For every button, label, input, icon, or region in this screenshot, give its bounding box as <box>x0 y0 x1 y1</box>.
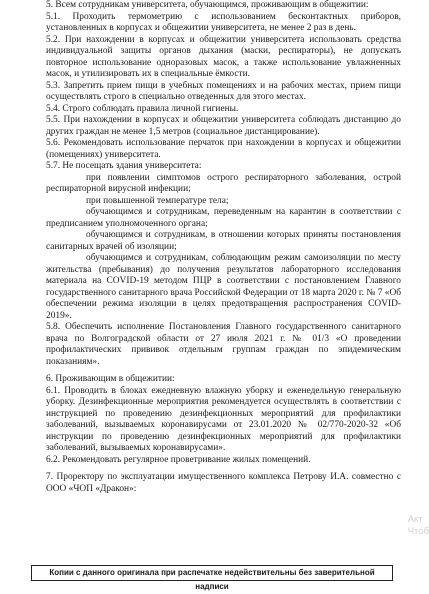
paragraph-5-8: 5.8. Обеспечить исполнение Постановления Главного государственного санитарного врача по Волгоградской области от 27 июля 2021 г. № 01/3 «О проведении профилактических прививок отдельным группам граждан по эпидемическим показаниям». <box>46 322 401 367</box>
paragraph-5-3: 5.3. Запретить прием пищи в учебных помещениях и на рабочих местах, прием пищи осуществлять строго в специально отведенных для этого местах. <box>46 80 401 102</box>
paragraph-5-5: 5.5. При нахождении в корпусах и общежитии университета соблюдать дистанцию до других граждан не менее 1,5 метров (социальное дистанцирование). <box>46 115 401 137</box>
paragraph-5: 5. Всем сотрудникам университета, обучающимся, проживающим в общежитии: <box>46 0 369 10</box>
paragraph-5-2: 5.2. При нахождении в корпусах и общежитии университета использовать средства индивидуальной защиты органов дыхания (маски, респираторы), не допускать повторное использование одноразовых масок, а также использование увлажненных масок, и утилизировать их в специальные ёмкости. <box>46 34 401 79</box>
paragraph-6: 6. Проживающим в общежитии: <box>46 374 175 384</box>
paragraph-5-6: 5.6. Рекомендовать использование перчаток при нахождении в корпусах и общежитии (помещениях) университета. <box>46 138 401 160</box>
list-item: обучающимся и сотрудникам, в отношении которых приняты постановления санитарных врачей об изоляции; <box>46 230 401 252</box>
paragraph-5-7: 5.7. Не посещать здания университета: <box>46 161 202 171</box>
paragraph-5-4: 5.4. Строго соблюдать правила личной гигиены. <box>46 103 239 114</box>
paragraph-5-1: 5.1. Проходить термометрию с использованием бесконтактных приборов, установленных в корпусах и общежитии университета, не менее 2 раз в день. <box>46 11 401 33</box>
list-item: при повышенной температуре тела; <box>86 195 229 206</box>
list-item: при появлении симптомов острого респираторного заболевания, острой респираторной вирусной инфекции; <box>46 172 401 194</box>
paragraph-6-1: 6.1. Проводить в блоках ежедневную влажную уборку и еженедельную генеральную уборку. Дезинфекционные мероприятия рекомендуется осуществлять в соответствии с инструкцией по проведению дезинфекционных мероприятий для профилактики заболеваний, вызываемых коронавирусами от 23.01.2020 № 02/770-2020-32 «Об инструкции по проведению дезинфекционных мероприятий для профилактики заболеваний, вызываемых коронавирусами». <box>46 385 401 453</box>
watermark-line: Чтоб <box>407 526 429 537</box>
copy-notice-text: Копии с данного оригинала при распечатке недействительны без заверительной надписи <box>49 568 375 591</box>
activation-watermark <box>408 514 429 538</box>
paragraph-6-2: 6.2. Рекомендовать регулярное проветривание жилых помещений. <box>46 454 311 465</box>
document-body <box>46 0 401 495</box>
copy-notice-footer <box>31 565 393 591</box>
watermark-line: Акт <box>407 514 423 525</box>
list-item: обучающимся и сотрудникам, переведенным на карантин в соответствии с предписанием уполномоченного органа; <box>46 207 401 229</box>
paragraph-7: 7. Проректору по эксплуатации имущественного комплекса Петрову И.А. совместно с ООО «ЧОП «Дракон»: <box>46 472 401 494</box>
list-item: обучающимся и сотрудникам, соблюдающим режим самоизоляции по месту жительства (пребывания) до получения результатов лабораторного исследования материала на COVID-19 методом ПЦР в соответствии с постановлением Главного государственного санитарного врача Российской Федерации от 18 марта 2020 г. № 7 «Об обеспечении режима изоляции в целях предотвращения распространения COVID-2019». <box>46 253 401 321</box>
